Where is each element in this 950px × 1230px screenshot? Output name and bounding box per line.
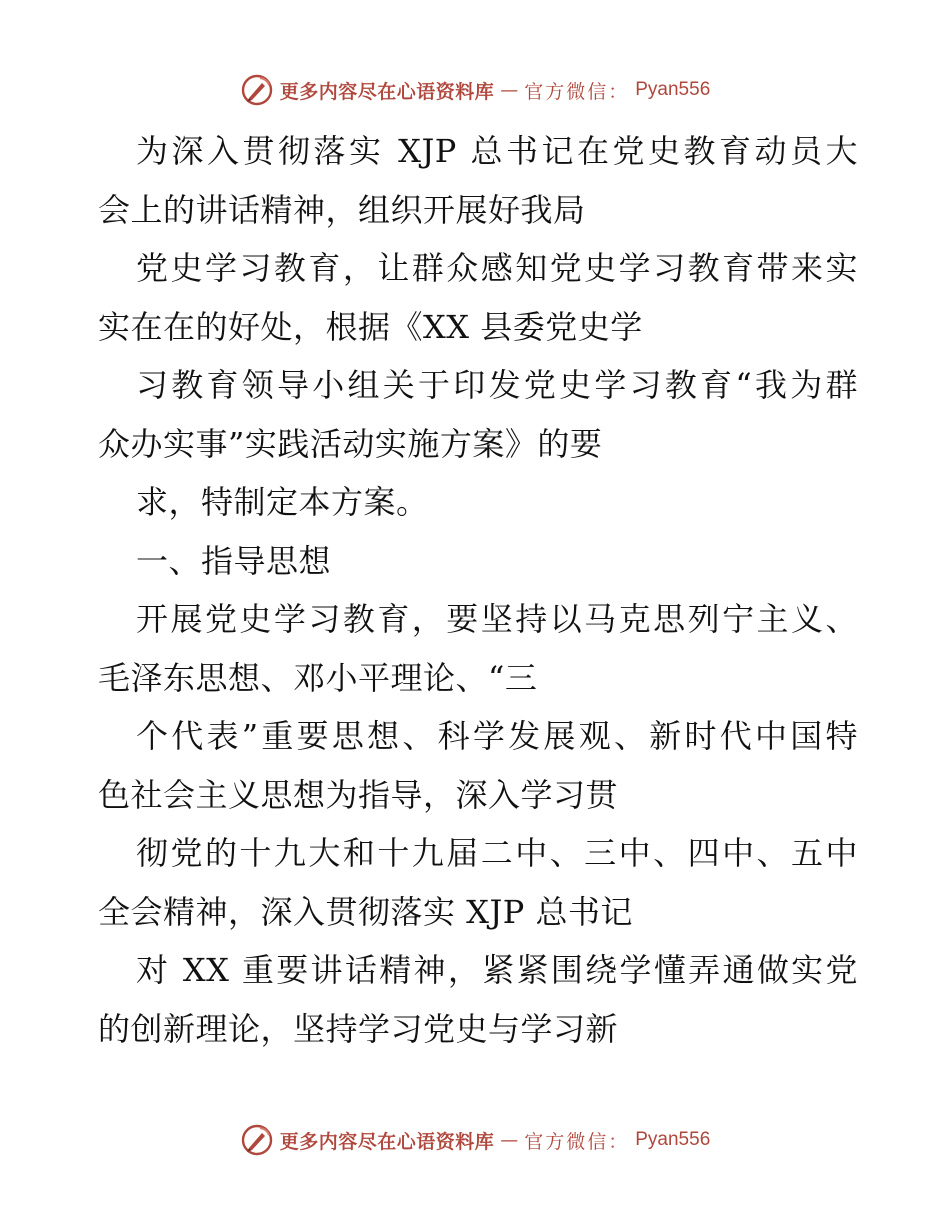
body-line: 毛泽东思想、邓小平理论、“三 bbox=[98, 658, 538, 697]
header-wechat-id: Pyan556 bbox=[635, 79, 711, 100]
body-line: 个代表”重要思想、科学发展观、新时代中国特 bbox=[136, 717, 858, 755]
body-line: 习教育领导小组关于印发党史学习教育“我为群 bbox=[136, 366, 858, 404]
pen-logo-icon bbox=[240, 1123, 274, 1157]
body-line: 色社会主义思想为指导，深入学习贯 bbox=[98, 775, 619, 814]
document-body bbox=[98, 122, 858, 1058]
body-line: 的创新理论，坚持学习党史与学习新 bbox=[98, 1009, 619, 1048]
body-line: 党史学习教育，让群众感知党史学习教育带来实 bbox=[136, 249, 858, 287]
body-line: 实在在的好处，根据《XX 县委党史学 bbox=[98, 307, 643, 346]
footer-separator: — bbox=[500, 1129, 519, 1151]
footer-site-text: 更多内容尽在心语资料库 bbox=[279, 1130, 495, 1153]
footer-wechat-label: 官方微信： bbox=[524, 1130, 630, 1153]
body-line: 开展党史学习教育，要坚持以马克思列宁主义、 bbox=[136, 600, 858, 638]
header-wechat-label: 官方微信： bbox=[524, 80, 630, 103]
body-line: 对 XX 重要讲话精神，紧紧围绕学懂弄通做实党 bbox=[136, 951, 858, 989]
body-line: 众办实事”实践活动实施方案》的要 bbox=[98, 424, 603, 463]
body-line: 彻党的十九大和十九届二中、三中、四中、五中 bbox=[136, 834, 858, 872]
body-line: 为深入贯彻落实 XJP 总书记在党史教育动员大 bbox=[136, 132, 858, 170]
header-separator: — bbox=[500, 79, 519, 101]
section-heading: 一、指导思想 bbox=[136, 541, 332, 580]
footer-wechat-id: Pyan556 bbox=[635, 1129, 711, 1150]
pen-logo-icon bbox=[240, 73, 274, 107]
header-banner bbox=[0, 70, 950, 110]
body-line: 会上的讲话精神，组织开展好我局 bbox=[98, 190, 586, 229]
header-site-text: 更多内容尽在心语资料库 bbox=[279, 80, 495, 103]
body-line: 求，特制定本方案。 bbox=[136, 483, 429, 521]
body-line: 全会精神，深入贯彻落实 XJP 总书记 bbox=[98, 892, 633, 931]
footer-banner bbox=[0, 1120, 950, 1160]
